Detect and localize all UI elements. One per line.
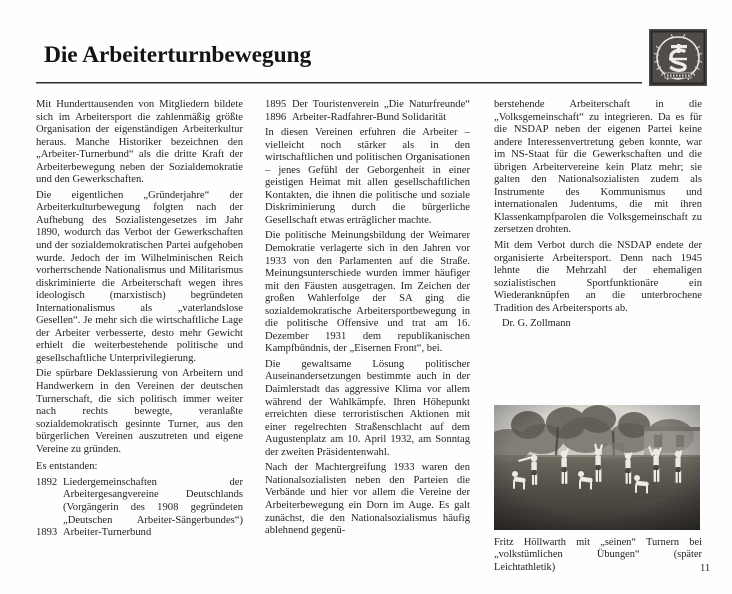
page-header xyxy=(0,0,732,92)
list-intro: Es entstanden: xyxy=(36,461,98,473)
page-title: Die Arbeiterturnbewegung xyxy=(44,42,312,68)
paragraph: Mit Hunderttausenden von Mitgliedern bildete sich im Arbeitersport die zahlenmäßig größte Organisation der eigenständigen Arbeiterkultur heraus. Manche Historiker bezeichnen den „Arbeiter-Turnerbund“ als die dritte Kraft der Arbeiterbewegung neben der Sozialdemokratie und den Gewerkschaften. xyxy=(36,99,243,186)
year-label: 1895 xyxy=(265,99,287,110)
year-text: Arbeiter-Turnerbund xyxy=(63,527,152,539)
paragraph: In diesen Vereinen erfuhren die Arbeiter – vielleicht noch stärker als in den wirtschaftlichen und politischen Organisationen – jenes Gefühl der Geborgenheit in einer geistigen Heimat mit allen gesellschaftlichen Kontakten, die ihnen die politische und soziale Diskriminierung durch die bürgerliche Gesellschaft etwas erträglicher machte. xyxy=(265,127,470,226)
list-item xyxy=(265,112,470,125)
title-divider xyxy=(36,82,642,84)
paragraph: Die politische Meinungsbildung der Weimarer Demokratie verlagerte sich in den Jahren vor 1933 von den Parlamenten auf die Straße. Meinungsunterschiede wurden immer häufiger mit den Fäusten ausgetragen. Im Zeichen der großen Wahlerfolge der SA ging die sozialdemokratische Arbeitersportbewegung in die politische Offensive und trat am 16. Dezember 1931 dem republikanischen Kampfbündnis, der „Eisernen Front“, bei. xyxy=(265,230,470,355)
paragraph: Nach der Machtergreifung 1933 waren den Nationalsozialisten neben den Parteien die Verbände und hier vor allem die Vereine der Arbeiterbewegung ein Dorn im Auge. Es galt zunächst, die den Nationalsozialismus häufig ablehnend gegenü- xyxy=(265,462,470,537)
year-label: 1896 xyxy=(265,111,287,123)
photo-caption: Fritz Höllwarth mit „seinen“ Turnern bei „volkstümlichen Übungen“ (später Leichtathletik) xyxy=(494,537,702,573)
year-label: 1893 xyxy=(36,527,58,539)
founding-year-list-continued xyxy=(265,99,470,124)
founding-year-list xyxy=(36,477,243,540)
photo-gymnasts-outdoors xyxy=(494,405,700,530)
paragraph: Die spürbare Deklassierung von Arbeitern und Handwerkern in den Vereinen der deutschen Turnerschaft, die sich politisch immer weiter nach rechts bewegte, veranlaßte sozialdemokratisch gesinnte Turner, aus den bürgerlichen Vereinen auszutreten und eigene Vereine zu gründen. xyxy=(36,368,243,455)
workers-gymnastics-federation-emblem-icon xyxy=(649,29,707,86)
paragraph: Die eigentlichen „Gründerjahre“ der Arbeiterkulturbewegung folgten nach der Aufhebung des Sozialistengesetzes im Jahr 1890, wodurch das Verbot der Gewerkschaften und der sozialdemokratischen Partei aufgehoben wurde. Jedoch der im Wilhelminischen Reich vorherrschende Nationalismus und Militarismus diskriminierte die Arbeiterschaft wegen ihres ideologisch (marxistisch) begründeten Internationalismus als „vaterlandslose Gesellen“. Je mehr sich die wirtschaftliche Lage der Arbeiter verbesserte, desto mehr Gewicht erhielt die weiterbestehende politische und gesellschaftliche Unterprivilegierung. xyxy=(36,189,243,364)
year-text: Der Touristenverein „Die Naturfreunde“ xyxy=(292,99,470,110)
text-column-2 xyxy=(265,99,470,538)
text-column-3 xyxy=(494,99,702,331)
paragraph: Mit dem Verbot durch die NSDAP endete der organisierte Arbeitersport. Denn nach 1945 lehnte die Mehrzahl der ehemaligen sozialistischen Sportfunktionäre ein Wiederanknüpfen an die unterbrochene Tradition des Arbeitersports ab. xyxy=(494,240,702,314)
year-text: Liedergemeinschaften der Arbeitergesangvereine Deutschlands (Vorgängerin des 1908 gegründeten „Deutschen Arbeiter-Sängerbundes“) xyxy=(63,476,243,526)
page-number: 11 xyxy=(700,563,711,574)
list-item xyxy=(36,477,243,527)
historic-photo xyxy=(494,405,700,530)
paragraph: berstehende Arbeiterschaft in die „Volksgemeinschaft“ zu integrieren. Da es für die NSDAP neben der eigenen Partei keine andere Interessenvertretung geben konnte, war im NS-Staat für die Gewerkschaften und die übrigen Arbeitervereine kein Platz mehr; sie galten den Nationalsozialisten zudem als Instrumente des Kommunismus und internationalen Judentums, die mit ihren Klassenkampfparolen die Volksgemeinschaft zu zersetzen drohten. xyxy=(494,99,702,236)
list-item xyxy=(36,527,243,540)
paragraph: Die gewaltsame Lösung politischer Auseinandersetzungen bestimmte auch in der Daimlerstadt das aggressive Klima vor allem während der Wahlkämpfe. Ihren Höhepunkt erreichten diese terroristischen Aktionen mit einer regelrechten Straßenschlacht auf dem Augustenplatz am 10. April 1932, am Sonntag der zweiten Präsidentenwahl. xyxy=(265,358,470,458)
text-column-1 xyxy=(36,99,243,540)
list-item xyxy=(265,99,470,112)
author-byline: Dr. G. Zollmann xyxy=(502,318,571,330)
year-label: 1892 xyxy=(36,476,58,488)
year-text: Arbeiter-Radfahrer-Bund Solidarität xyxy=(292,111,447,123)
